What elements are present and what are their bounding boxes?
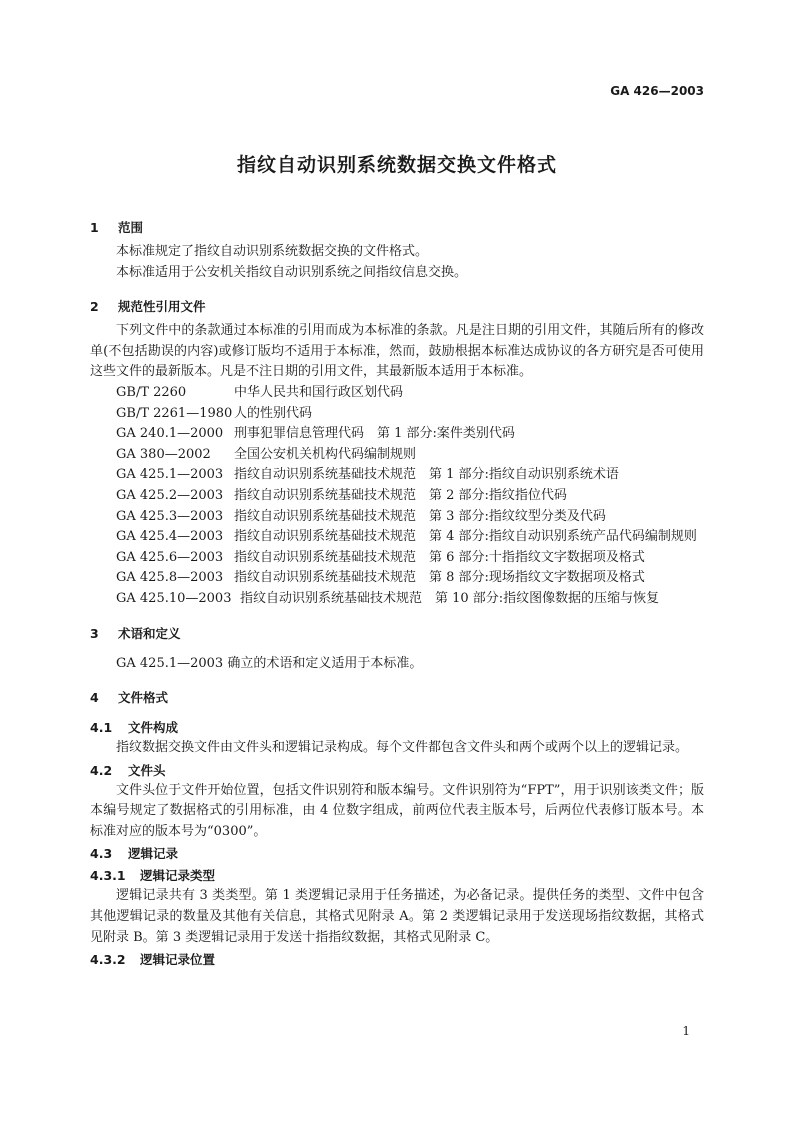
section-4-heading bbox=[90, 688, 704, 708]
subsection-4-2-heading bbox=[90, 761, 704, 781]
reference-code: GA 425.2—2003 bbox=[116, 487, 224, 503]
reference-item bbox=[90, 445, 704, 466]
section-3-heading bbox=[90, 624, 704, 644]
subsection-number: 4.3.2 bbox=[90, 952, 126, 968]
subsection-title: 文件头 bbox=[128, 762, 166, 778]
subsection-title: 逻辑记录 bbox=[128, 846, 179, 862]
reference-title: 指纹自动识别系统基础技术规范 第 10 部分:指纹图像数据的压缩与恢复 bbox=[240, 590, 660, 606]
document-title: 指纹自动识别系统数据交换文件格式 bbox=[236, 154, 557, 176]
reference-item bbox=[90, 486, 704, 507]
subsection-number: 4.3.1 bbox=[90, 868, 126, 884]
reference-code: GB/T 2261—1980 bbox=[116, 405, 233, 421]
subsection-title: 逻辑记录位置 bbox=[140, 952, 216, 968]
reference-item bbox=[90, 404, 704, 425]
reference-item bbox=[90, 568, 704, 589]
reference-code: GA 380—2002 bbox=[116, 446, 211, 462]
reference-title: 刑事犯罪信息管理代码 第 1 部分:案件类别代码 bbox=[234, 426, 515, 442]
reference-title: 指纹自动识别系统基础技术规范 第 1 部分:指纹自动识别系统术语 bbox=[234, 467, 619, 483]
paragraph: 本标准规定了指纹自动识别系统数据交换的文件格式。 bbox=[116, 244, 429, 259]
subsection-number: 4.1 bbox=[90, 720, 113, 736]
reference-title: 指纹自动识别系统基础技术规范 第 4 部分:指纹自动识别系统产品代码编制规则 bbox=[234, 529, 697, 545]
reference-code: GA 425.8—2003 bbox=[116, 570, 224, 586]
section-1-heading bbox=[90, 218, 704, 238]
standard-code: GA 426—2003 bbox=[610, 84, 704, 98]
subsection-4-3-1-heading bbox=[90, 866, 704, 886]
paragraph: 本标准适用于公安机关指纹自动识别系统之间指纹信息交换。 bbox=[116, 264, 468, 280]
reference-title: 人的性别代码 bbox=[234, 405, 313, 421]
paragraph: 文件头位于文件开始位置，包括文件识别符和版本编号。文件识别符为“FPT”，用于识别该类文件；版本编号规定了数据格式的引用标准，由 4 位数字组成，前两位代表主版本号，后两位代表修订版本号。本标准对应的版本号为“0300”。 bbox=[90, 782, 704, 839]
reference-item bbox=[90, 424, 704, 445]
page-number: 1 bbox=[682, 1024, 690, 1038]
paragraph: 指纹数据交换文件由文件头和逻辑记录构成。每个文件都包含文件头和两个或两个以上的逻辑记录。 bbox=[116, 740, 689, 756]
reference-item bbox=[90, 527, 704, 548]
reference-code: GA 425.4—2003 bbox=[116, 529, 224, 545]
subsection-title: 文件构成 bbox=[128, 720, 179, 736]
reference-title: 指纹自动识别系统基础技术规范 第 8 部分:现场指纹文字数据项及格式 bbox=[234, 570, 645, 586]
document-body bbox=[90, 212, 704, 970]
subsection-title: 逻辑记录类型 bbox=[140, 868, 216, 884]
reference-code: GA 425.3—2003 bbox=[116, 508, 224, 524]
section-2-heading bbox=[90, 297, 704, 317]
subsection-4-1-heading bbox=[90, 718, 704, 738]
reference-code: GA 425.1—2003 bbox=[116, 467, 224, 483]
paragraph: 逻辑记录共有 3 类类型。第 1 类逻辑记录用于任务描述，为必备记录。提供任务的类型、文件中包含其他逻辑记录的数量及其他有关信息，其格式见附录 A。第 2 类逻辑记录用于发送现场指纹数据，其格式见附录 B。第 3 类逻辑记录用于发送十指指纹数据，其格式见附录 C。 bbox=[90, 888, 704, 945]
reference-item bbox=[90, 465, 704, 486]
reference-title: 指纹自动识别系统基础技术规范 第 2 部分:指纹指位代码 bbox=[234, 487, 567, 503]
reference-title: 中华人民共和国行政区划代码 bbox=[234, 384, 404, 400]
paragraph: GA 425.1—2003 确立的术语和定义适用于本标准。 bbox=[116, 655, 423, 671]
reference-title: 指纹自动识别系统基础技术规范 第 3 部分:指纹纹型分类及代码 bbox=[234, 508, 606, 524]
subsection-4-3-2-heading bbox=[90, 950, 704, 970]
section-title: 术语和定义 bbox=[118, 625, 181, 641]
section-number: 2 bbox=[90, 299, 99, 315]
reference-item bbox=[90, 589, 704, 610]
reference-code: GA 425.6—2003 bbox=[116, 549, 224, 565]
subsection-number: 4.3 bbox=[90, 846, 113, 862]
reference-code: GA 425.10—2003 bbox=[116, 590, 232, 606]
reference-item bbox=[90, 548, 704, 569]
section-number: 3 bbox=[90, 625, 99, 641]
section-number: 4 bbox=[90, 690, 99, 706]
reference-title: 全国公安机关机构代码编制规则 bbox=[234, 446, 417, 462]
reference-item bbox=[90, 383, 704, 404]
paragraph: 下列文件中的条款通过本标准的引用而成为本标准的条款。凡是注日期的引用文件，其随后所有的修改单(不包括勘误的内容)或修订版均不适用于本标准，然而，鼓励根据本标准达成协议的各方研究是否可使用这些文件的最新版本。凡是不注日期的引用文件，其最新版本适用于本标准。 bbox=[90, 323, 704, 380]
reference-title: 指纹自动识别系统基础技术规范 第 6 部分:十指指纹文字数据项及格式 bbox=[234, 549, 645, 565]
reference-code: GA 240.1—2000 bbox=[116, 426, 224, 442]
section-title: 文件格式 bbox=[118, 690, 169, 706]
subsection-4-3-heading bbox=[90, 844, 704, 864]
section-title: 范围 bbox=[118, 220, 144, 235]
subsection-number: 4.2 bbox=[90, 762, 113, 778]
reference-code: GB/T 2260 bbox=[116, 384, 187, 400]
section-number: 1 bbox=[90, 220, 99, 235]
section-title: 规范性引用文件 bbox=[118, 299, 206, 315]
reference-item bbox=[90, 507, 704, 528]
